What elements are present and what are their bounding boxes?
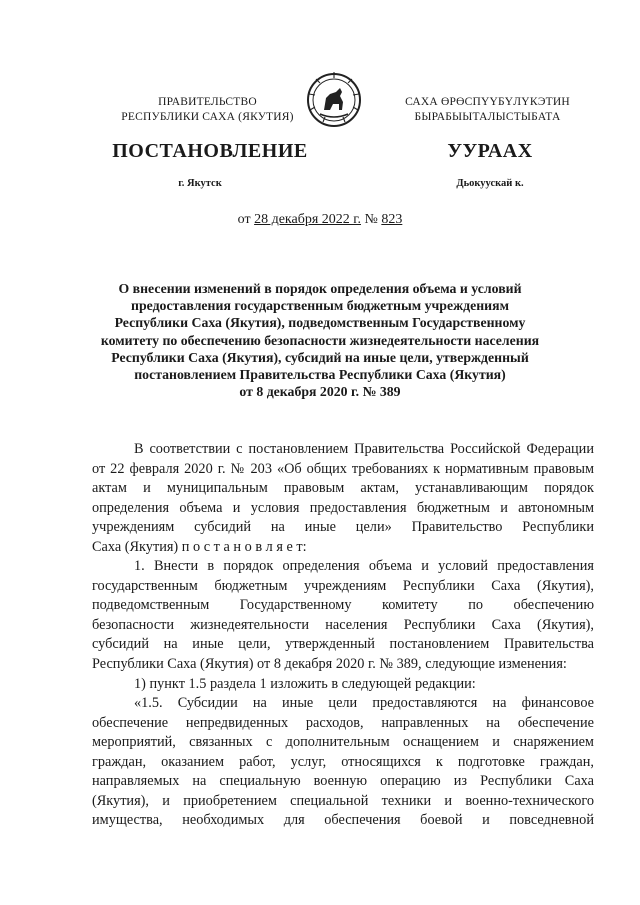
city-sah: Дьокуускай к. (456, 178, 524, 189)
body-line: обеспечение непредвиденных расходов, направленных на обеспечение (92, 714, 594, 731)
government-name-ru-line1: ПРАВИТЕЛЬСТВО (158, 96, 257, 108)
government-name-sah-line1: САХА ӨРӨСПҮҮБҮЛҮКЭТИН (405, 96, 570, 108)
government-name-ru (100, 95, 315, 125)
body-line: направляемых на специальную военную операцию из Республики Саха (92, 773, 594, 790)
document-title (100, 280, 540, 400)
title-line: от 8 декабря 2020 г. № 389 (239, 384, 401, 400)
date-prefix: от (237, 212, 255, 227)
city-ru: г. Якутск (178, 178, 222, 189)
title-line: Республики Саха (Якутия), субсидий на иные цели, утвержденный (111, 349, 529, 365)
body-line: подведомственным Государственному комитету по обеспечению (92, 597, 594, 614)
body-line: Саха (Якутия) п о с т а н о в л я е т: (92, 538, 307, 555)
body-line: учреждениям субсидий на иные цели» Правительство Республики (92, 519, 594, 536)
sakha-republic-emblem-icon (306, 70, 362, 130)
body-line: Республики Саха (Якутия) от 8 декабря 2020 г. № 389, следующие изменения: (92, 656, 567, 673)
body-line: «1.5. Субсидии на иные цели предоставляются на финансовое (134, 695, 594, 712)
title-line: предоставления государственным бюджетным учреждениям (131, 298, 509, 314)
document-type-ru: ПОСТАНОВЛЕНИЕ (112, 140, 308, 162)
government-name-ru-line2: РЕСПУБЛИКИ САХА (ЯКУТИЯ) (121, 111, 294, 123)
government-name-sah (380, 95, 595, 125)
body-line: актам и муниципальным правовым актам, устанавливающим порядок (92, 480, 594, 497)
body-line: 1) пункт 1.5 раздела 1 изложить в следующей редакции: (134, 675, 476, 692)
body-line: субсидий на иные цели, утвержденный постановлением Правительства (92, 636, 594, 653)
document-body (92, 440, 594, 831)
body-line: В соответствии с постановлением Правительства Российской Федерации (134, 441, 594, 457)
body-line: от 22 февраля 2020 г. № 203 «Об общих требованиях к нормативным правовым (92, 460, 594, 477)
title-line: Республики Саха (Якутия), подведомственным Государственному (114, 315, 526, 331)
title-line: комитету по обеспечению безопасности жизнедеятельности населения (100, 332, 540, 348)
body-line: имущества, необходимых для обеспечения боевой и повседневной (92, 812, 594, 829)
body-line: государственным бюджетным учреждениям Республики Саха (Якутия), (92, 577, 594, 594)
government-name-sah-line2: БЫРАБЫЫТАЛЫСТЫБАТА (414, 111, 561, 123)
title-line: О внесении изменений в порядок определения объема и условий (118, 281, 522, 296)
title-line: постановлением Правительства Республики Саха (Якутия) (134, 367, 506, 383)
body-line: граждан, оказанием работ, услуг, относящихся к подготовке граждан, (92, 753, 594, 770)
body-line: (Якутия), и приобретением специальной техники и военно-технического (92, 792, 594, 809)
document-number: 823 (381, 212, 403, 227)
body-line: 1. Внести в порядок определения объема и условий предоставления (134, 558, 594, 575)
body-line: определения объема и условия предоставления бюджетным и автономным (92, 499, 594, 516)
document-date-line (0, 212, 640, 228)
document-type-sah: УУРААХ (447, 140, 533, 162)
document-date: 28 декабря 2022 г. (254, 212, 361, 227)
body-line: безопасности жизнедеятельности населения Республики Саха (Якутия), (92, 616, 594, 633)
number-prefix: № (360, 212, 382, 227)
body-line: мероприятий, связанных с дополнительным оснащением и снаряжением (92, 734, 594, 751)
